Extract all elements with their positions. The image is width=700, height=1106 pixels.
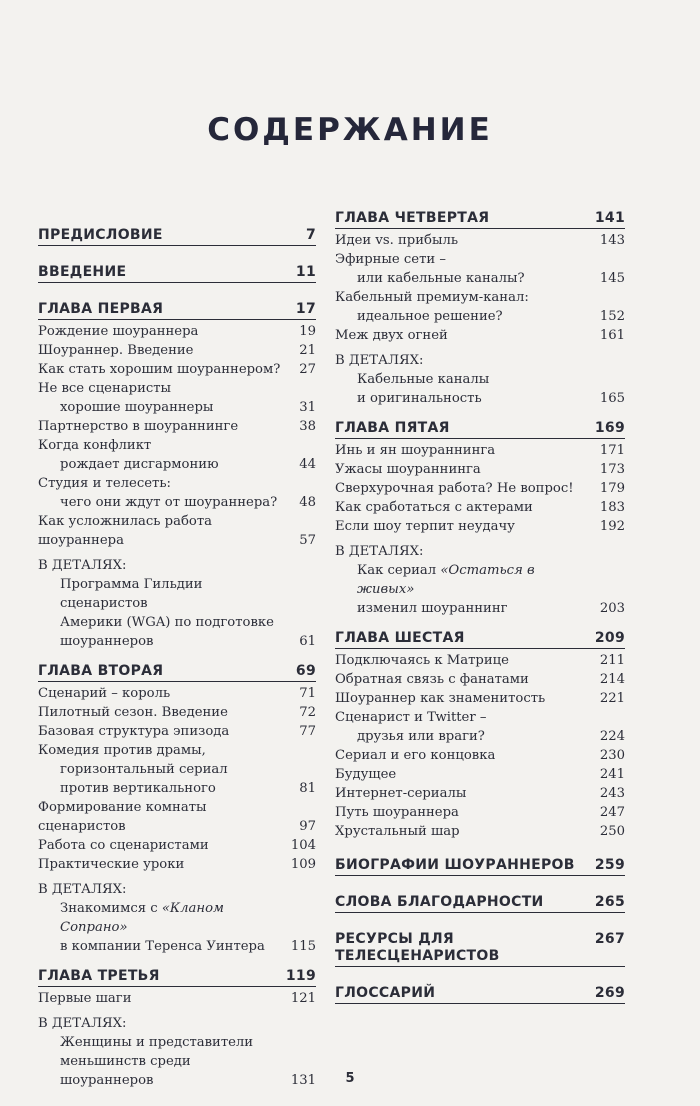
toc-details-entry[interactable] xyxy=(335,370,625,408)
entry-page: 243 xyxy=(599,786,625,801)
entry-text-continued: против вертикального xyxy=(60,781,216,796)
entry-text-continued: чего они ждут от шоураннера? xyxy=(60,495,278,510)
toc-details-entry[interactable] xyxy=(335,561,625,618)
entry-text: Шоураннер. Введение xyxy=(38,343,194,358)
toc-entry[interactable] xyxy=(335,803,625,822)
entry-text: Работа со сценаристами xyxy=(38,838,209,853)
entry-page: 143 xyxy=(599,233,625,248)
toc-entry[interactable] xyxy=(335,460,625,479)
entry-text: Обратная связь с фанатами xyxy=(335,672,529,687)
toc-entry[interactable] xyxy=(38,474,316,512)
toc-entry[interactable] xyxy=(38,512,316,550)
entry-page: 241 xyxy=(599,767,625,782)
entry-page: 179 xyxy=(599,481,625,496)
entry-page: 71 xyxy=(299,686,316,701)
entry-page: 44 xyxy=(299,457,316,472)
toc-chapter-preface[interactable] xyxy=(38,227,316,246)
entry-text xyxy=(357,561,594,599)
entry-page: 221 xyxy=(599,691,625,706)
toc-entry[interactable] xyxy=(335,670,625,689)
details-label: В ДЕТАЛЯХ: xyxy=(335,544,424,559)
entry-text: Кабельные каналы xyxy=(357,372,490,387)
entry-page: 104 xyxy=(290,838,316,853)
entry-text: Шоураннер как знаменитость xyxy=(335,691,546,706)
toc-entry[interactable] xyxy=(38,436,316,474)
entry-page: 19 xyxy=(299,324,316,339)
entry-text: Интернет-сериалы xyxy=(335,786,467,801)
entry-text: Ужасы шоураннинга xyxy=(335,462,481,477)
toc-chapter-bios[interactable] xyxy=(335,857,625,876)
toc-details-entry[interactable] xyxy=(38,899,316,956)
chapter-title: ГЛАВА ПЕРВАЯ xyxy=(38,301,164,317)
entry-page: 48 xyxy=(299,495,316,510)
chapter-page: 209 xyxy=(594,630,625,646)
entry-text: Пилотный сезон. Введение xyxy=(38,705,228,720)
toc-chapter-3[interactable] xyxy=(38,968,316,987)
entry-text: Подключаясь к Матрице xyxy=(335,653,509,668)
entry-text: Студия и телесеть: xyxy=(38,476,171,491)
toc-chapter-thanks[interactable] xyxy=(335,894,625,913)
entry-text: Программа Гильдии сценаристов xyxy=(60,577,203,611)
entry-page: 214 xyxy=(599,672,625,687)
entry-text-italic: «Остаться в живых» xyxy=(357,563,535,597)
entry-text: Эфирные сети – xyxy=(335,252,446,267)
chapter-title: ГЛАВА ЧЕТВЕРТАЯ xyxy=(335,210,490,226)
chapter-page: 269 xyxy=(594,985,625,1001)
toc-entry[interactable] xyxy=(335,441,625,460)
entry-text-continued: и оригинальность xyxy=(357,391,482,406)
entry-page: 211 xyxy=(599,653,625,668)
entry-text: Не все сценаристы xyxy=(38,381,172,396)
toc-entry[interactable] xyxy=(38,322,316,341)
entry-text: Как усложнилась работа шоураннера xyxy=(38,514,213,548)
entry-page: 21 xyxy=(299,343,316,358)
toc-entry[interactable] xyxy=(38,798,316,836)
entry-text: Базовая структура эпизода xyxy=(38,724,230,739)
toc-chapter-glossary[interactable] xyxy=(335,985,625,1004)
chapter-title: БИОГРАФИИ ШОУРАННЕРОВ xyxy=(335,857,575,873)
entry-page: 171 xyxy=(599,443,625,458)
toc-chapter-1[interactable] xyxy=(38,301,316,320)
toc-entry[interactable] xyxy=(38,360,316,379)
details-label: В ДЕТАЛЯХ: xyxy=(335,353,424,368)
details-label: В ДЕТАЛЯХ: xyxy=(38,882,127,897)
page-title: СОДЕРЖАНИЕ xyxy=(207,112,493,148)
entry-text: Сценарий – король xyxy=(38,686,171,701)
entry-text: Формирование комнаты сценаристов xyxy=(38,800,207,834)
entry-page: 61 xyxy=(299,634,316,649)
chapter-title: ГЛАВА ШЕСТАЯ xyxy=(335,630,465,646)
toc-entry[interactable] xyxy=(335,651,625,670)
entry-page: 165 xyxy=(599,391,625,406)
entry-page: 57 xyxy=(299,533,316,548)
entry-text: Женщины и представители xyxy=(60,1035,254,1050)
chapter-title: СЛОВА БЛАГОДАРНОСТИ xyxy=(335,894,544,910)
entry-page: 192 xyxy=(599,519,625,534)
entry-text: Путь шоураннера xyxy=(335,805,459,820)
toc-chapter-2[interactable] xyxy=(38,663,316,682)
entry-text: Идеи vs. прибыль xyxy=(335,233,459,248)
entry-page: 250 xyxy=(599,824,625,839)
toc-entry[interactable] xyxy=(38,684,316,703)
chapter-title: ВВЕДЕНИЕ xyxy=(38,264,127,280)
entry-text-continued: горизонтальный сериал xyxy=(60,762,228,777)
entry-text-continued: рождает дисгармонию xyxy=(60,457,219,472)
entry-page: 38 xyxy=(299,419,316,434)
toc-entry[interactable] xyxy=(335,784,625,803)
toc-entry[interactable] xyxy=(38,379,316,417)
chapter-page: 69 xyxy=(295,663,316,679)
entry-page: 131 xyxy=(290,1073,316,1088)
entry-text: Когда конфликт xyxy=(38,438,152,453)
toc-entry[interactable] xyxy=(38,989,316,1008)
toc-entry[interactable] xyxy=(335,479,625,498)
toc-entry[interactable] xyxy=(335,746,625,765)
entry-page: 203 xyxy=(599,601,625,616)
entry-page: 152 xyxy=(599,309,625,324)
toc-entry[interactable] xyxy=(335,708,625,746)
toc-entry[interactable] xyxy=(335,517,625,536)
entry-text: Партнерство в шоураннинге xyxy=(38,419,239,434)
entry-page: 97 xyxy=(299,819,316,834)
entry-text: Рождение шоураннера xyxy=(38,324,199,339)
entry-page: 81 xyxy=(299,781,316,796)
entry-text: Практические уроки xyxy=(38,857,185,872)
toc-entry[interactable] xyxy=(38,741,316,798)
entry-text: Как стать хорошим шоураннером? xyxy=(38,362,281,377)
chapter-page: 169 xyxy=(594,420,625,436)
entry-text-continued: или кабельные каналы? xyxy=(357,271,525,286)
entry-text-part: Как сериал xyxy=(357,563,441,578)
chapter-page: 267 xyxy=(594,931,625,947)
entry-text-continued: меньшинств среди шоураннеров xyxy=(60,1054,191,1088)
toc-left-column xyxy=(38,210,316,1090)
entry-page: 115 xyxy=(290,939,316,954)
toc-entry[interactable] xyxy=(335,498,625,517)
toc-entry[interactable] xyxy=(335,822,625,841)
entry-page: 173 xyxy=(599,462,625,477)
entry-text: Сериал и его концовка xyxy=(335,748,496,763)
toc-entry[interactable] xyxy=(335,326,625,345)
chapter-page: 119 xyxy=(285,968,316,984)
toc-entry[interactable] xyxy=(335,288,625,326)
entry-text: Хрустальный шар xyxy=(335,824,460,839)
toc-entry[interactable] xyxy=(38,855,316,874)
toc-entry[interactable] xyxy=(335,765,625,784)
entry-text-continued: шоураннеров xyxy=(60,634,154,649)
toc-entry[interactable] xyxy=(38,341,316,360)
toc-entry[interactable] xyxy=(38,836,316,855)
entry-text-continued: идеальное решение? xyxy=(357,309,503,324)
entry-text: Если шоу терпит неудачу xyxy=(335,519,515,534)
entry-text: Первые шаги xyxy=(38,991,132,1006)
entry-page: 183 xyxy=(599,500,625,515)
entry-page: 161 xyxy=(599,328,625,343)
toc-right-column xyxy=(335,210,625,1004)
toc-chapter-5[interactable] xyxy=(335,420,625,439)
toc-entry[interactable] xyxy=(335,689,625,708)
entry-page: 72 xyxy=(299,705,316,720)
entry-text: Кабельный премиум-канал: xyxy=(335,290,529,305)
entry-page: 27 xyxy=(299,362,316,377)
entry-text-continued: хорошие шоураннеры xyxy=(60,400,214,415)
entry-text: Сценарист и Twitter – xyxy=(335,710,487,725)
chapter-page: 259 xyxy=(594,857,625,873)
details-label: В ДЕТАЛЯХ: xyxy=(38,558,127,573)
entry-text: Инь и ян шоураннинга xyxy=(335,443,496,458)
entry-page: 121 xyxy=(290,991,316,1006)
toc-chapter-4[interactable] xyxy=(335,210,625,229)
entry-text-part: Знакомимся с xyxy=(60,901,162,916)
chapter-page: 11 xyxy=(295,264,316,280)
toc-chapter-intro[interactable] xyxy=(38,264,316,283)
entry-text xyxy=(60,899,285,937)
entry-page: 230 xyxy=(599,748,625,763)
entry-page: 31 xyxy=(299,400,316,415)
toc-chapter-resources[interactable] xyxy=(335,931,625,967)
entry-page: 247 xyxy=(599,805,625,820)
entry-text-continued: Америки (WGA) по подготовке xyxy=(60,615,274,630)
chapter-title: ГЛОССАРИЙ xyxy=(335,985,436,1001)
entry-text-continued: в компании Теренса Уинтера xyxy=(60,939,265,954)
toc-chapter-6[interactable] xyxy=(335,630,625,649)
chapter-title: ГЛАВА ТРЕТЬЯ xyxy=(38,968,160,984)
entry-page: 224 xyxy=(599,729,625,744)
entry-text-continued: друзья или враги? xyxy=(357,729,485,744)
entry-text-italic: «Кланом Сопрано» xyxy=(60,901,224,935)
toc-entry[interactable] xyxy=(335,231,625,250)
toc-details-entry[interactable] xyxy=(38,575,316,651)
chapter-page: 7 xyxy=(305,227,316,243)
chapter-title: ПРЕДИСЛОВИЕ xyxy=(38,227,163,243)
entry-text: Сверхурочная работа? Не вопрос! xyxy=(335,481,574,496)
chapter-page: 17 xyxy=(295,301,316,317)
toc-entry[interactable] xyxy=(38,722,316,741)
entry-page: 145 xyxy=(599,271,625,286)
chapter-page: 265 xyxy=(594,894,625,910)
chapter-title: ГЛАВА ВТОРАЯ xyxy=(38,663,164,679)
entry-text: Будущее xyxy=(335,767,397,782)
chapter-title: ГЛАВА ПЯТАЯ xyxy=(335,420,450,436)
details-label: В ДЕТАЛЯХ: xyxy=(38,1016,127,1031)
entry-text: Меж двух огней xyxy=(335,328,448,343)
entry-text: Комедия против драмы, xyxy=(38,743,206,758)
entry-text-continued: изменил шоураннинг xyxy=(357,601,508,616)
entry-page: 109 xyxy=(290,857,316,872)
toc-entry[interactable] xyxy=(335,250,625,288)
toc-entry[interactable] xyxy=(38,417,316,436)
page-number: 5 xyxy=(345,1071,355,1086)
chapter-title: РЕСУРСЫ ДЛЯ ТЕЛЕСЦЕНАРИСТОВ xyxy=(335,931,500,964)
entry-text: Как сработаться с актерами xyxy=(335,500,533,515)
entry-page: 77 xyxy=(299,724,316,739)
chapter-page: 141 xyxy=(594,210,625,226)
toc-entry[interactable] xyxy=(38,703,316,722)
